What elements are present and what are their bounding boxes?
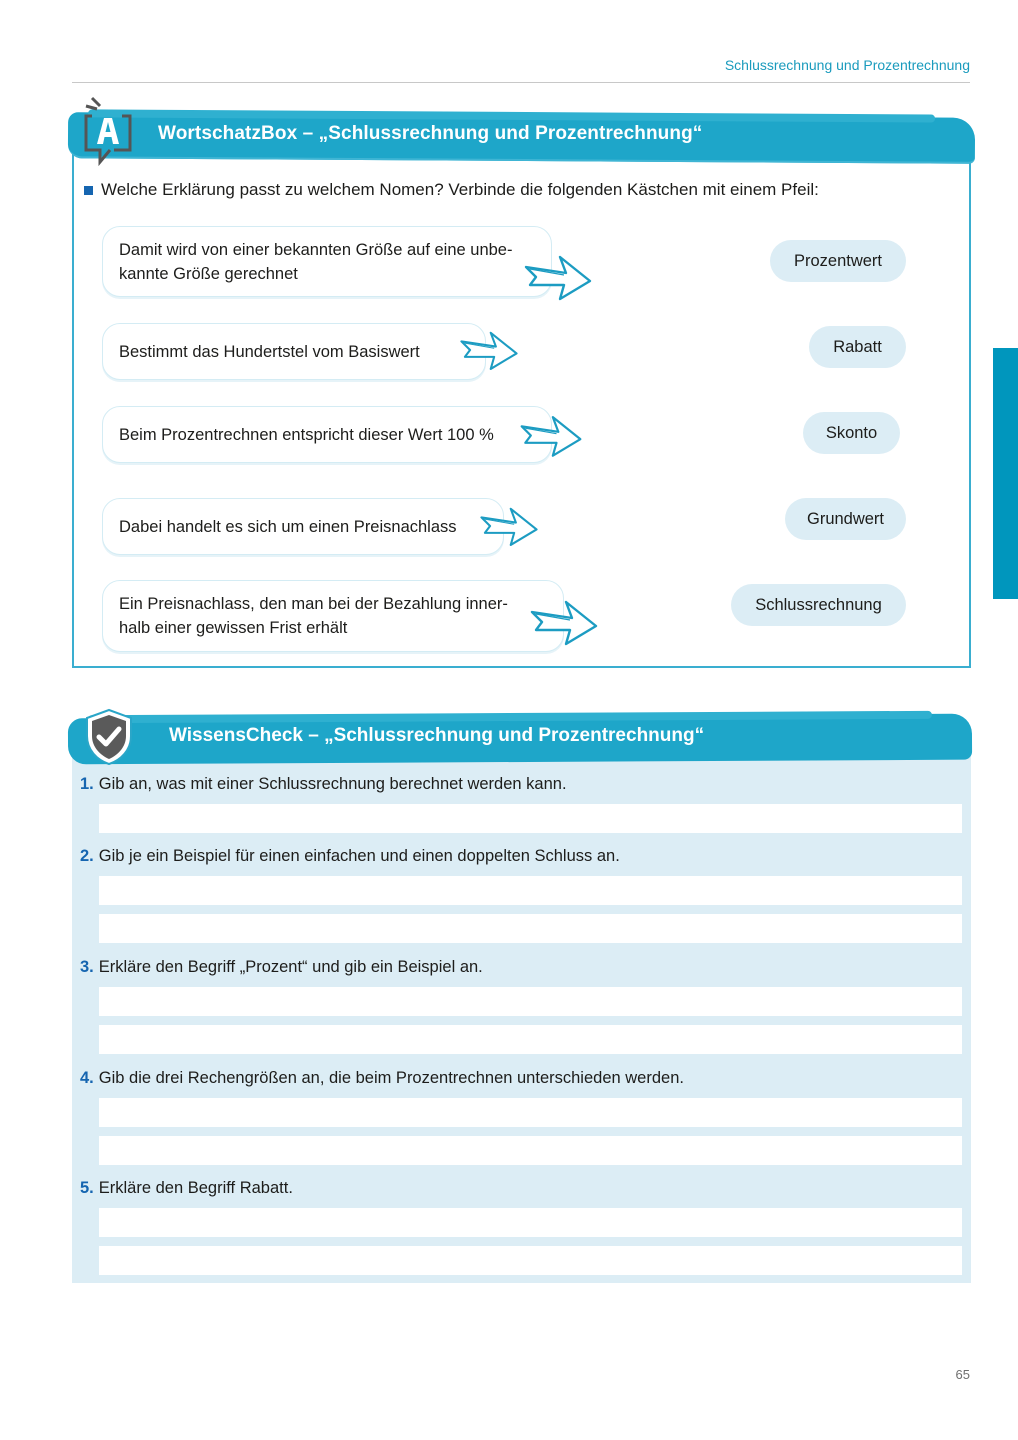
question-text: Gib je ein Beispiel für einen einfachen und einen doppelten Schluss an. <box>98 847 620 865</box>
header-divider <box>72 82 970 83</box>
question-text: Erkläre den Begriff Rabatt. <box>98 1179 293 1197</box>
term-box-schlussrechnung[interactable]: Schlussrechnung <box>731 584 906 626</box>
question-number: 5. <box>80 1179 94 1197</box>
question-text: Erkläre den Begriff „Prozent“ und gib ein Beispiel an. <box>98 958 483 976</box>
running-head: Schlussrechnung und Prozentrechnung <box>724 57 970 73</box>
question-text: Gib die drei Rechengrößen an, die beim Prozentrechnen unterschieden werden. <box>98 1069 684 1087</box>
wissenscheck-title: WissensCheck – „Schlussrechnung und Prozentrechnung“ <box>169 725 705 746</box>
page-number: 65 <box>955 1367 970 1382</box>
question-number: 3. <box>80 958 94 976</box>
term-box-skonto[interactable]: Skonto <box>803 412 900 454</box>
question-number: 4. <box>80 1069 94 1087</box>
wissenscheck-panel <box>72 756 971 1283</box>
explanation-line: kannte Größe gerechnet <box>119 264 298 283</box>
answer-field-q5-line2[interactable] <box>99 1246 962 1275</box>
explanation-line: Ein Preisnachlass, den man bei der Bezahlung inner- <box>119 595 508 613</box>
arrow-right-icon[interactable] <box>458 324 520 376</box>
answer-field-q4-line1[interactable] <box>99 1098 962 1127</box>
arrow-right-icon[interactable] <box>518 408 584 463</box>
shield-check-icon <box>85 708 133 766</box>
speech-bubble-letter-a-icon <box>80 96 140 166</box>
explanation-line: Beim Prozentrechnen entspricht dieser Wert 100 % <box>119 425 494 444</box>
explanation-box-4[interactable] <box>102 498 504 555</box>
answer-field-q2-line1[interactable] <box>99 876 962 905</box>
term-box-prozentwert[interactable]: Prozentwert <box>770 240 906 282</box>
question-2 <box>80 847 620 866</box>
question-1 <box>80 775 567 794</box>
explanation-line: Damit wird von einer bekannten Größe auf eine unbe- <box>119 240 513 259</box>
explanation-box-2[interactable] <box>102 323 486 380</box>
explanation-box-1[interactable] <box>102 226 552 297</box>
wortschatz-title: WortschatzBox – „Schlussrechnung und Prozentrechnung“ <box>158 123 703 144</box>
answer-field-q5-line1[interactable] <box>99 1208 962 1237</box>
answer-field-q2-line2[interactable] <box>99 914 962 943</box>
arrow-right-icon[interactable] <box>528 592 600 652</box>
explanation-line: Dabei handelt es sich um einen Preisnachlass <box>119 517 457 536</box>
answer-field-q1[interactable] <box>99 804 962 833</box>
answer-field-q3-line2[interactable] <box>99 1025 962 1054</box>
term-box-rabatt[interactable]: Rabatt <box>809 326 906 368</box>
task-instruction <box>84 180 819 200</box>
answer-field-q4-line2[interactable] <box>99 1136 962 1165</box>
question-3 <box>80 958 483 977</box>
explanation-line: halb einer gewissen Frist erhält <box>119 619 348 637</box>
instruction-text: Welche Erklärung passt zu welchem Nomen? Verbinde die folgenden Kästchen mit einem Pfeil: <box>101 180 819 199</box>
question-text: Gib an, was mit einer Schlussrechnung berechnet werden kann. <box>98 775 567 793</box>
question-number: 2. <box>80 847 94 865</box>
question-number: 1. <box>80 775 94 793</box>
chapter-side-tab <box>993 348 1018 599</box>
arrow-right-icon[interactable] <box>478 500 540 552</box>
term-box-grundwert[interactable]: Grundwert <box>785 498 906 540</box>
explanation-box-5[interactable] <box>102 580 564 652</box>
explanation-box-3[interactable] <box>102 406 552 463</box>
question-5 <box>80 1179 293 1198</box>
question-4 <box>80 1069 684 1088</box>
explanation-line: Bestimmt das Hundertstel vom Basiswert <box>119 342 420 361</box>
arrow-right-icon[interactable] <box>522 247 594 307</box>
answer-field-q3-line1[interactable] <box>99 987 962 1016</box>
bullet-square-icon <box>84 186 93 195</box>
